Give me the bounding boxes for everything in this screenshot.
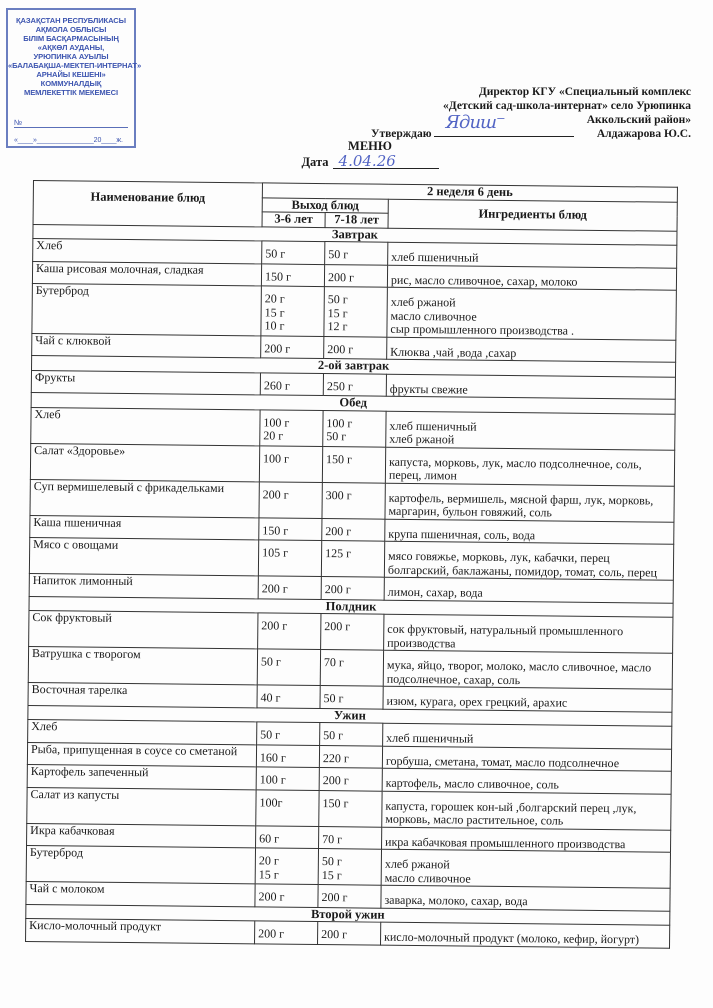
yield-7-18-value: 150 г	[322, 795, 349, 810]
ingredients	[385, 483, 674, 522]
yield-3-6-value: 50 г	[260, 654, 281, 669]
dish-name: Чай с клюквой	[32, 333, 261, 358]
yield-3-6	[259, 481, 322, 518]
dish-name: Кисло-молочный продукт	[26, 918, 255, 943]
stamp-line: АҚМОЛА ОБЛЫСЫ	[35, 25, 107, 34]
yield-7-18-value: 200 г	[324, 582, 351, 597]
section-title: Полдник	[29, 596, 673, 617]
yield-3-6	[257, 722, 320, 745]
ingredients-value: изюм, курага, орех грецкий, арахис	[386, 693, 568, 710]
yield-3-6-value: 100 г	[259, 772, 286, 787]
ingredients-value: рис, масло сливочное, сахар, молоко	[390, 272, 578, 289]
ingredients	[383, 723, 672, 749]
column-header-age-3-6: 3-6 лет	[262, 212, 325, 227]
ingredients	[382, 768, 671, 794]
page-title: МЕНЮ	[348, 139, 392, 153]
yield-3-6	[261, 263, 324, 286]
yield-7-18	[322, 446, 385, 483]
ingredients-value: хлеб ржаной	[389, 431, 455, 447]
yield-3-6-value: 15 г	[258, 866, 279, 882]
ingredients	[383, 686, 672, 712]
approval-block	[371, 85, 691, 141]
dish-name: Ватрушка с творогом	[28, 646, 257, 684]
yield-3-6-value: 200 г	[261, 618, 288, 633]
yield-7-18-value: 200 г	[324, 619, 351, 634]
yield-7-18	[321, 577, 384, 600]
stamp-line: АРНАЙЫ КЕШЕНІ»	[36, 70, 106, 79]
dish-name: Картофель запеченный	[27, 764, 256, 789]
section-title: Второй ужин	[26, 904, 670, 925]
yield-3-6	[257, 685, 320, 708]
yield-3-6-value: 20 г	[263, 428, 284, 443]
dish-name: Сок фруктовый	[29, 610, 258, 648]
yield-7-18	[318, 922, 381, 945]
yield-3-6-value: 150 г	[264, 268, 292, 284]
signature-line	[434, 112, 574, 137]
yield-3-6-value: 10 г	[264, 318, 285, 333]
ingredients	[387, 287, 677, 340]
yield-3-6-value: 200 г	[258, 926, 285, 941]
yield-3-6-value: 100 г	[263, 450, 290, 466]
column-header-age-7-18: 7-18 лет	[325, 213, 388, 228]
ingredients-value: лимон, сахар, вода	[387, 584, 483, 600]
approval-line-2: «Детский сад-школа-интернат» село Урюпинка	[443, 100, 691, 112]
yield-7-18	[321, 541, 384, 578]
yield-3-6-value: 40 г	[260, 690, 281, 705]
yield-3-6	[258, 613, 321, 650]
yield-3-6-value: 200 г	[261, 581, 288, 596]
ingredients-value: хлеб ржаной	[384, 856, 450, 872]
yield-3-6-value: 260 г	[263, 377, 290, 393]
yield-3-6-value: 100 г	[263, 414, 290, 430]
dish-name: Фрукты	[31, 370, 260, 395]
yield-7-18-value: 200 г	[321, 927, 348, 942]
dish-name: Мясо с овощами	[29, 537, 258, 575]
ingredients-value: хлеб пшеничный	[386, 730, 474, 746]
dish-name: Бутерброд	[26, 845, 255, 883]
dish-name: Хлеб	[31, 407, 260, 445]
yield-7-18	[324, 287, 388, 337]
yield-3-6-value: 200 г	[258, 889, 285, 904]
yield-7-18	[319, 745, 382, 768]
stamp-line: МЕМЛЕКЕТТІК МЕКЕМЕСІ	[23, 88, 119, 97]
approval-row	[371, 113, 691, 141]
column-header-ingredients: Ингредиенты блюд	[388, 199, 677, 231]
ingredients-value: хлеб пшеничный	[389, 418, 477, 434]
yield-7-18-value: 200 г	[327, 269, 354, 284]
signer-name: Алдажарова Ю.С.	[596, 128, 691, 140]
yield-7-18	[319, 826, 382, 849]
yield-7-18-value: 220 г	[322, 750, 349, 765]
yield-3-6	[256, 789, 319, 826]
yield-3-6	[256, 825, 319, 848]
ingredients	[384, 614, 673, 653]
dish-name: Напиток лимонный	[29, 573, 258, 598]
ingredients	[386, 374, 675, 400]
period-header: 2 неделя 6 день	[262, 183, 677, 202]
ingredients	[386, 411, 675, 450]
ingredients-value: Клюква ,чай ,вода ,сахар	[390, 344, 517, 360]
yield-7-18	[321, 614, 384, 651]
yield-3-6-value: 50 г	[260, 727, 281, 742]
signature: Ядиш⁻	[445, 112, 505, 133]
yield-3-6-value: 50 г	[265, 246, 286, 261]
yield-7-18-value: 200 г	[322, 773, 349, 788]
yield-7-18-value: 300 г	[325, 487, 352, 502]
yield-7-18-value: 100 г	[326, 415, 353, 430]
yield-3-6-value: 160 г	[259, 749, 286, 765]
yield-3-6	[258, 576, 321, 599]
yield-3-6	[261, 335, 324, 358]
yield-7-18	[320, 723, 383, 746]
yield-3-6-value: 20 г	[264, 291, 285, 306]
ingredients-value: заварка, молоко, сахар, вода	[384, 892, 528, 909]
stamp-number-label: №	[14, 118, 23, 127]
yield-7-18-value: 200 г	[321, 890, 348, 905]
ingredients	[387, 337, 676, 363]
yield-3-6	[262, 241, 325, 264]
yield-3-6	[256, 767, 319, 790]
yield-3-6-value: 105 г	[262, 545, 289, 560]
ingredients-value: мясо говяжье, морковь, лук, кабачки, перец болгарский, баклажаны, помидор, томат, соль, перец	[387, 548, 658, 580]
dish-name: Каша пшеничная	[30, 515, 259, 540]
ingredients-value: сыр промышленного производства .	[390, 321, 575, 338]
yield-7-18-value: 200 г	[327, 341, 354, 356]
yield-3-6	[259, 445, 322, 482]
ingredients-value: картофель, масло сливочное, соль	[385, 775, 559, 792]
yield-7-18	[325, 242, 388, 265]
ingredients-value: кисло-молочный продукт (молоко, кефир, йогурт)	[384, 929, 640, 947]
ingredients	[388, 242, 677, 268]
yield-7-18	[319, 768, 382, 791]
stamp-number-line	[14, 118, 128, 128]
dish-name: Бутерброд	[32, 283, 262, 335]
column-header-yield: Выход блюд	[262, 197, 388, 213]
ingredients-value: масло сливочное	[390, 308, 477, 324]
date-value: 4.04.26	[333, 154, 439, 169]
yield-7-18	[323, 410, 386, 447]
section-title: 2-ой завтрак	[32, 355, 676, 376]
ingredients-value: мука, яйцо, творог, молоко, масло сливочное, масло подсолнечное, сахар, соль	[386, 657, 652, 687]
ingredients-value: хлеб ржаной	[390, 294, 456, 310]
yield-3-6	[255, 921, 318, 944]
yield-3-6	[258, 540, 321, 577]
yield-7-18-value: 125 г	[325, 546, 352, 561]
dish-name: Каша рисовая молочная, сладкая	[32, 261, 261, 286]
section-title: Завтрак	[33, 224, 677, 245]
yield-7-18	[318, 885, 381, 908]
dish-name: Салат «Здоровье»	[30, 443, 259, 481]
dish-name: Чай с молоком	[26, 881, 255, 906]
yield-3-6-value: 100г	[259, 794, 283, 810]
ingredients	[381, 922, 670, 948]
ingredients-value: капуста, морковь, лук, масло подсолнечное, соль, перец, лимон	[388, 454, 642, 483]
yield-3-6	[261, 286, 325, 336]
dish-name: Икра кабачковая	[27, 823, 256, 848]
yield-3-6	[255, 848, 318, 885]
yield-3-6-value: 150 г	[262, 522, 289, 538]
yield-3-6	[255, 884, 318, 907]
yield-3-6	[257, 649, 320, 686]
section-title: Обед	[31, 392, 675, 413]
yield-7-18	[324, 336, 387, 359]
ingredients-value: крупа пшеничная, соль, вода	[388, 526, 536, 542]
title-block	[290, 139, 450, 169]
dish-name: Салат из капусты	[27, 787, 256, 825]
yield-7-18	[319, 790, 382, 827]
yield-7-18	[322, 482, 385, 519]
ingredients-value: икра кабачковая промышленного производства	[385, 834, 626, 851]
menu-body	[26, 224, 677, 948]
yield-7-18-value: 15 г	[327, 305, 348, 320]
ingredients	[381, 885, 670, 911]
table-row	[32, 283, 676, 339]
yield-7-18-value: 50 г	[328, 247, 349, 262]
yield-3-6-value: 200 г	[264, 340, 291, 356]
ingredients	[382, 827, 671, 853]
stamp-line: УРЮПИНКА АУЫЛЫ	[33, 52, 109, 61]
approval-line-3: Аккольский район»	[586, 114, 691, 126]
ingredients-value: хлеб пшеничный	[391, 249, 479, 265]
yield-7-18	[320, 650, 383, 687]
dish-name: Хлеб	[28, 719, 257, 744]
ingredients	[383, 650, 672, 689]
yield-3-6-value: 15 г	[264, 304, 285, 320]
ingredients	[382, 746, 671, 772]
yield-7-18-value: 70 г	[322, 831, 343, 846]
stamp-line: ҚАЗАҚСТАН РЕСПУБЛИКАСЫ	[15, 16, 127, 25]
ingredients-value: фрукты свежие	[389, 381, 468, 397]
date-label: Дата	[301, 155, 329, 169]
stamp-date-line: «____»_______________20____ж.	[14, 137, 123, 144]
dish-name: Суп вермишелевый с фрикадельками	[30, 479, 259, 517]
yield-3-6	[260, 409, 323, 446]
yield-3-6	[259, 517, 322, 540]
column-header-name: Наименование блюд	[33, 181, 262, 227]
ingredients-value: сок фруктовый, натуральный промышленного производства	[387, 621, 624, 650]
approve-label: Утверждаю	[371, 128, 432, 140]
yield-7-18-value: 50 г	[323, 728, 344, 743]
stamp-line: КОММУНАЛДЫҚ	[40, 79, 102, 88]
yield-3-6-value: 20 г	[258, 853, 279, 868]
yield-7-18	[320, 686, 383, 709]
yield-7-18-value: 50 г	[327, 292, 348, 307]
approval-line-1: Директор КГУ «Специальный комплекс	[478, 86, 691, 98]
stamp-line: БІЛІМ БАСҚАРМАСЫНЫҢ	[23, 34, 119, 43]
dish-name: Восточная тарелка	[28, 682, 257, 707]
yield-3-6-value: 60 г	[259, 830, 280, 846]
ingredients	[385, 519, 674, 545]
ingredients	[384, 541, 673, 580]
ingredients-value: масло сливочное	[384, 870, 471, 886]
yield-7-18-value: 50 г	[321, 854, 342, 869]
ingredients	[385, 447, 674, 486]
yield-7-18-value: 50 г	[326, 429, 347, 444]
menu-table	[25, 180, 678, 948]
yield-7-18-value: 12 г	[327, 319, 348, 334]
ingredients	[384, 577, 673, 603]
yield-7-18	[322, 518, 385, 541]
dish-name: Хлеб	[33, 239, 262, 264]
ingredients-value: картофель, вермишель, мясной фарш, лук, морковь, маргарин, бульон говяжий, соль	[388, 490, 654, 520]
yield-7-18-value: 250 г	[326, 378, 353, 393]
official-stamp	[6, 8, 142, 148]
ingredients	[382, 791, 671, 830]
ingredients-value: горбуша, сметана, томат, масло подсолнечное	[385, 753, 620, 770]
stamp-line: «БАЛАБАҚША-МЕКТЕП-ИНТЕРНАТ»	[8, 61, 142, 70]
stamp-line: «АҚКӨЛ АУДАНЫ,	[37, 43, 105, 52]
dish-name: Рыба, припущенная в соусе со сметаной	[27, 742, 256, 767]
stamp-text	[8, 16, 142, 97]
yield-3-6	[256, 744, 319, 767]
yield-7-18-value: 70 г	[323, 655, 344, 670]
yield-7-18-value: 50 г	[323, 691, 344, 706]
yield-7-18	[318, 849, 381, 886]
yield-3-6-value: 200 г	[262, 486, 289, 502]
yield-3-6	[260, 372, 323, 395]
ingredients-value: капуста, горошек кон-ый ,болгарский перец ,лук, морковь, масло растительное, соль	[385, 798, 637, 828]
yield-7-18	[324, 264, 387, 287]
yield-7-18	[323, 373, 386, 396]
yield-7-18-value: 200 г	[325, 523, 352, 538]
yield-7-18-value: 15 г	[321, 867, 342, 882]
ingredients	[381, 849, 670, 888]
date-row	[290, 154, 450, 169]
ingredients	[387, 265, 676, 291]
section-title: Ужин	[28, 705, 672, 726]
yield-7-18-value: 150 г	[326, 451, 353, 466]
